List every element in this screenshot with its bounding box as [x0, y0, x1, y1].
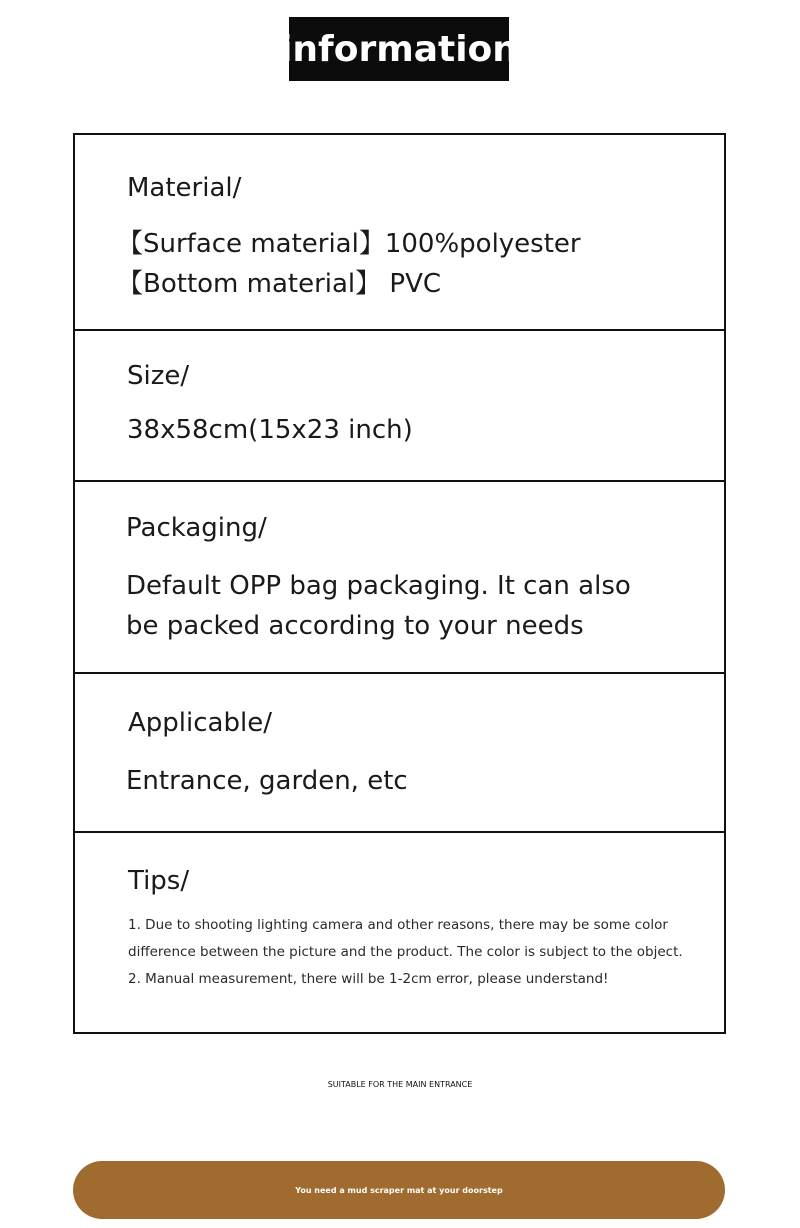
applicable-section [75, 672, 724, 831]
tips-heading: Tips/ [128, 866, 190, 896]
applicable-heading: Applicable/ [128, 708, 272, 738]
material-section [75, 135, 724, 329]
packaging-heading: Packaging/ [126, 513, 267, 543]
packaging-line-1: Default OPP bag packaging. It can also [126, 571, 631, 601]
page-title: information [289, 17, 509, 81]
tip-line-2: difference between the picture and the product. The color is subject to the object. [128, 944, 683, 960]
size-section [75, 329, 724, 480]
tips-section [75, 831, 724, 1032]
packaging-line-2: be packed according to your needs [126, 611, 584, 641]
size-value: 38x58cm(15x23 inch) [127, 415, 413, 445]
info-table [73, 133, 726, 1034]
tip-line-1: 1. Due to shooting lighting camera and other reasons, there may be some color [128, 917, 668, 933]
tip-line-3: 2. Manual measurement, there will be 1-2cm error, please understand! [128, 971, 609, 987]
size-heading: Size/ [127, 361, 190, 391]
packaging-section [75, 480, 724, 672]
material-heading: Material/ [127, 173, 242, 203]
bottom-material-line: 【Bottom material】 PVC [117, 269, 442, 299]
applicable-value: Entrance, garden, etc [126, 766, 408, 796]
surface-material-line: 【Surface material】100%polyester [117, 229, 581, 259]
banner-title: SUITABLE FOR THE MAIN ENTRANCE [327, 1080, 473, 1089]
cta-pill: You need a mud scraper mat at your doorstep [73, 1161, 725, 1219]
